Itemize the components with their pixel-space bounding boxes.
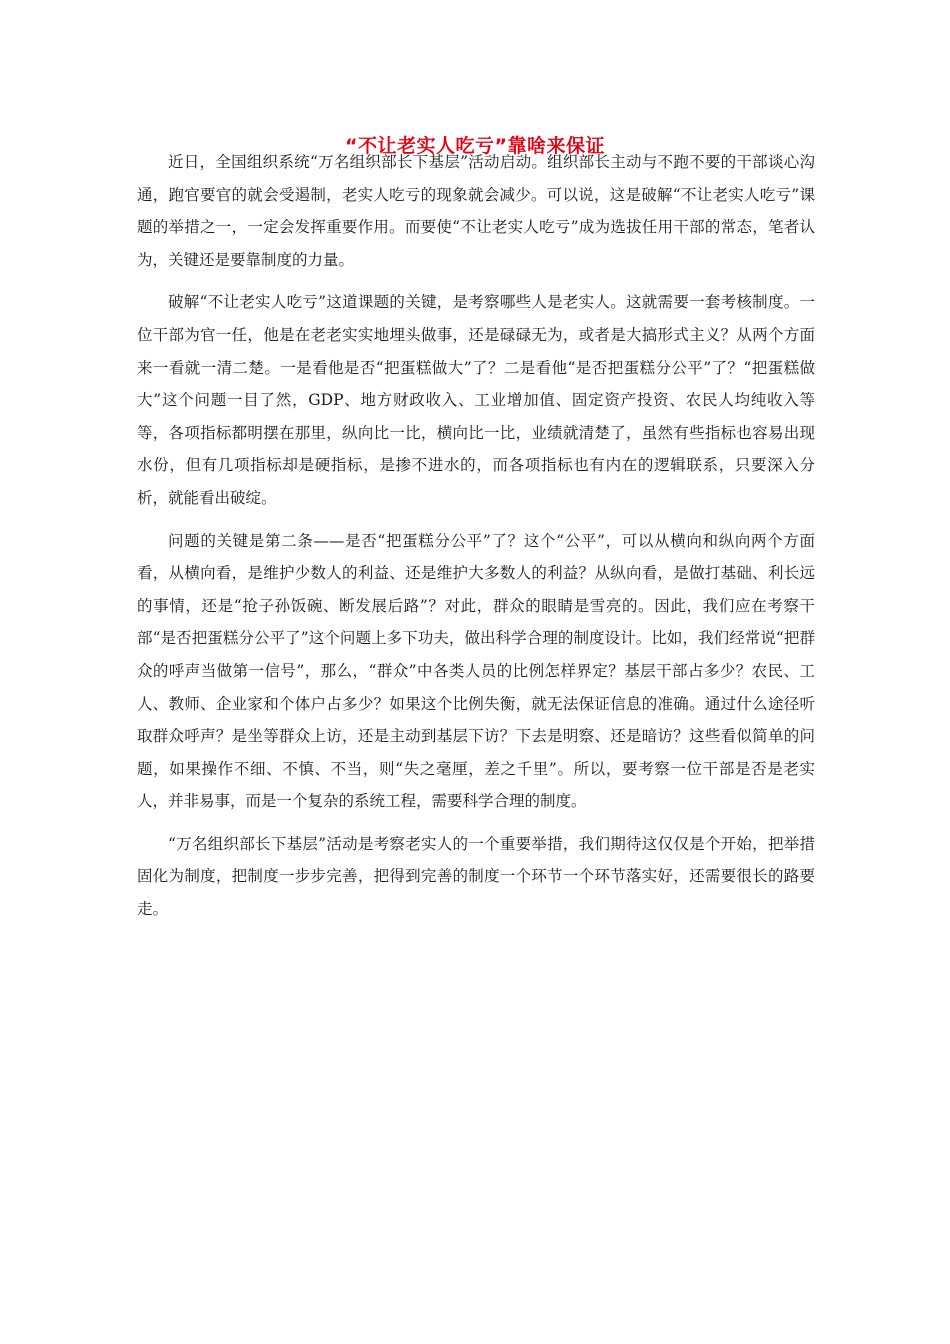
paragraph-3: 问题的关键是第二条——是否“把蛋糕分公平”了？这个“公平”，可以从横向和纵向两个方面看，从横向看，是维护少数人的利益、还是维护大多数人的利益？从纵向看，是做打基础、利长远的事情，还是“抢子孙饭碗、断发展后路”？对此，群众的眼睛是雪亮的。因此，我们应在考察干部“是否把蛋糕分公平了”这个问题上多下功夫，做出科学合理的制度设计。比如，我们经常说“把群众的呼声当做第一信号”，那么，“群众”中各类人员的比例怎样界定？基层干部占多少？农民、工人、教师、企业家和个体户占多少？如果这个比例失衡，就无法保证信息的准确。通过什么途径听取群众呼声？是坐等群众上访，还是主动到基层下访？下去是明察、还是暗访？这些看似简单的问题，如果操作不细、不慎、不当，则“失之毫厘，差之千里”。所以，要考察一位干部是否是老实人，并非易事，而是一个复杂的系统工程，需要科学合理的制度。 bbox=[137, 531, 815, 811]
document-body bbox=[137, 146, 815, 936]
paragraph-4: “万名组织部长下基层”活动是考察老实人的一个重要举措，我们期待这仅仅是个开始，把举措固化为制度，把制度一步步完善，把得到完善的制度一个环节一个环节落实好，还需要很长的路要走。 bbox=[137, 834, 815, 919]
paragraph-2: 破解“不让老实人吃亏”这道课题的关键，是考察哪些人是老实人。这就需要一套考核制度。一位干部为官一任，他是在老老实实地埋头做事，还是碌碌无为，或者是大搞形式主义？从两个方面来一看就一清二楚。一是看他是否“把蛋糕做大”了？二是看他“是否把蛋糕分公平”了？“把蛋糕做大”这个问题一目了然，GDP、地方财政收入、工业增加值、固定资产投资、农民人均纯收入等等，各项指标都明摆在那里，纵向比一比，横向比一比，业绩就清楚了，虽然有些指标也容易出现水份，但有几项指标却是硬指标，是掺不进水的，而各项指标也有内在的逻辑联系，只要深入分析，就能看出破绽。 bbox=[137, 293, 815, 507]
paragraph-1: 近日，全国组织系统“万名组织部长下基层”活动启动。组织部长主动与不跑不要的干部谈心沟通，跑官要官的就会受遏制，老实人吃亏的现象就会减少。可以说，这是破解“不让老实人吃亏”课题的举措之一，一定会发挥重要作用。而要使“不让老实人吃亏”成为选拔任用干部的常态，笔者认为，关键还是要靠制度的力量。 bbox=[137, 153, 815, 269]
document-title: “不让老实人吃亏”靠啥来保证 bbox=[345, 134, 605, 157]
